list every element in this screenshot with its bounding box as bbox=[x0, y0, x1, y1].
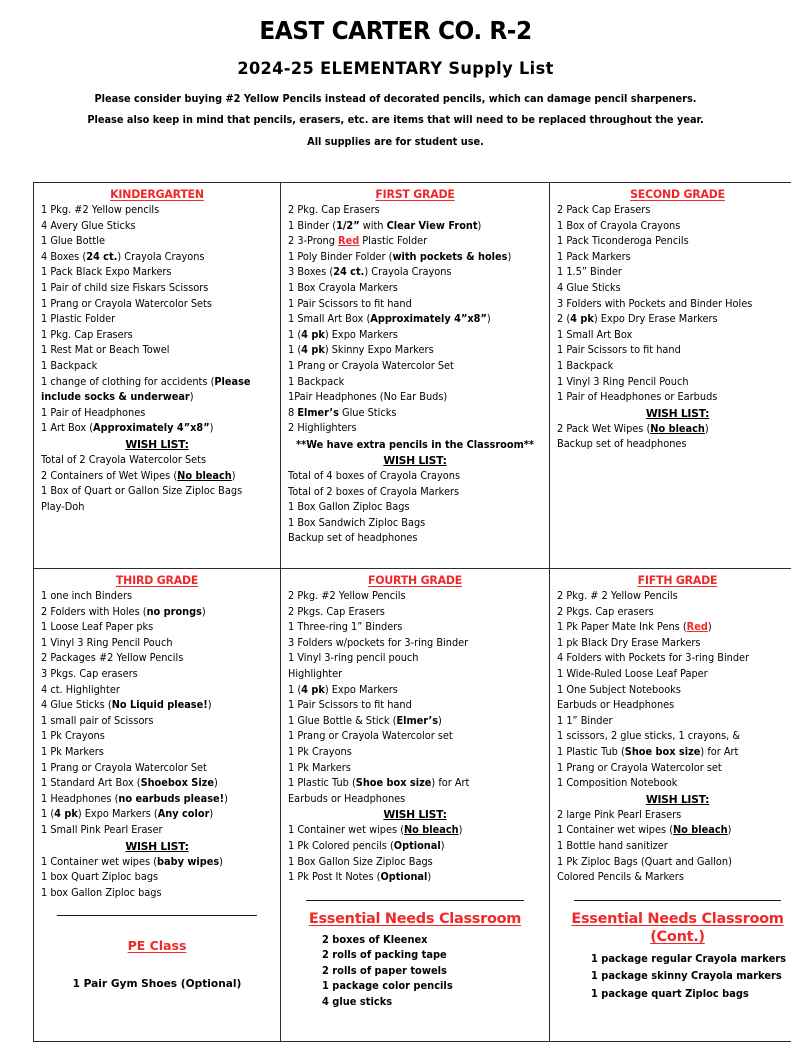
wish-item: 1 box Quart Ziploc bags bbox=[41, 870, 259, 886]
grade-title-fourth: FOURTH GRADE bbox=[294, 573, 535, 587]
grade-title-fifth: FIFTH GRADE bbox=[563, 573, 791, 587]
supply-item: 1 Prang or Crayola Watercolor set bbox=[557, 761, 784, 777]
supply-item: 1 Pair of child size Fiskars Scissors bbox=[41, 281, 259, 297]
supply-item: 1 Pair Scissors to fit hand bbox=[288, 698, 527, 714]
supply-item: 1 Art Box (Approximately 4”x8”) bbox=[41, 421, 259, 437]
section-divider-fourth bbox=[306, 900, 524, 901]
wish-list-header-third: WISH LIST: bbox=[41, 839, 273, 855]
supply-item: 3 Pkgs. Cap erasers bbox=[41, 667, 259, 683]
wish-list-header-fifth: WISH LIST: bbox=[557, 792, 791, 808]
wish-item: 1 Container wet wipes (baby wipes) bbox=[41, 855, 259, 871]
supply-item: 2 Pack Cap Erasers bbox=[557, 203, 784, 219]
wish-item: Play-Doh bbox=[41, 500, 259, 516]
cell-second-grade bbox=[550, 183, 791, 569]
wish-item: 1 Pk Post It Notes (Optional) bbox=[288, 870, 527, 886]
essential-needs-title-line1: Essential Needs Classroom bbox=[571, 911, 783, 927]
supply-item: 1 Plastic Tub (Shoe box size) for Art bbox=[557, 745, 784, 761]
wish-item: 1 Pk Ziploc Bags (Quart and Gallon) bbox=[557, 855, 784, 871]
supply-item: 1 Pk Paper Mate Ink Pens (Red) bbox=[557, 620, 784, 636]
header-note-1: Please consider buying #2 Yellow Pencils instead of decorated pencils, which can damage pencil sharpeners. bbox=[28, 94, 764, 105]
supply-item: 4 ct. Highlighter bbox=[41, 683, 259, 699]
wish-item: Total of 4 boxes of Crayola Crayons bbox=[288, 469, 527, 485]
supply-item: 4 Folders with Pockets for 3-ring Binder bbox=[557, 651, 784, 667]
supply-item: 1 Box Crayola Markers bbox=[288, 281, 527, 297]
document-header bbox=[0, 17, 791, 147]
supply-item: Earbuds or Headphones bbox=[557, 698, 784, 714]
supply-item: 1 Headphones (no earbuds please!) bbox=[41, 792, 259, 808]
supply-item: 1 (4 pk) Expo Markers bbox=[288, 328, 527, 344]
supply-list-kindergarten bbox=[41, 203, 273, 437]
essential-item: 1 package color pencils bbox=[322, 979, 531, 995]
grade-title-kindergarten: KINDERGARTEN bbox=[47, 187, 267, 201]
supply-item: 1 1” Binder bbox=[557, 714, 784, 730]
supply-item: 1 1.5” Binder bbox=[557, 265, 784, 281]
supply-item: 1 Pair Scissors to fit hand bbox=[557, 343, 784, 359]
supply-item: 1 Pk Markers bbox=[288, 761, 527, 777]
supply-item: 1 Small Art Box bbox=[557, 328, 784, 344]
supply-item: 1 Pair of Headphones or Earbuds bbox=[557, 390, 784, 406]
essential-needs-list-fourth bbox=[288, 933, 542, 1011]
supply-item: 8 Elmer’s Glue Sticks bbox=[288, 406, 527, 422]
wish-list-header-fourth: WISH LIST: bbox=[288, 807, 542, 823]
supply-item: 2 Highlighters bbox=[288, 421, 527, 437]
wish-item: Total of 2 Crayola Watercolor Sets bbox=[41, 453, 259, 469]
school-name: EAST CARTER CO. R-2 bbox=[28, 17, 764, 45]
supply-item: 1 one inch Binders bbox=[41, 589, 259, 605]
wish-list-third bbox=[41, 855, 273, 902]
wish-list-kindergarten bbox=[41, 453, 273, 515]
grade-grid bbox=[33, 182, 791, 1042]
cell-third-grade bbox=[34, 569, 281, 1042]
wish-list-fifth bbox=[557, 808, 791, 886]
grade-title-third: THIRD GRADE bbox=[47, 573, 267, 587]
supply-item: 1 Binder (1/2” with Clear View Front) bbox=[288, 219, 527, 235]
wish-item: Total of 2 boxes of Crayola Markers bbox=[288, 485, 527, 501]
supply-item: 2 Pkg. # 2 Yellow Pencils bbox=[557, 589, 784, 605]
supply-item: 1 Backpack bbox=[288, 375, 527, 391]
wish-item: 1 Box of Quart or Gallon Size Ziploc Bags bbox=[41, 484, 259, 500]
supply-item: 1 Plastic Tub (Shoe box size) for Art bbox=[288, 776, 527, 792]
supply-item: 1 (4 pk) Expo Markers bbox=[288, 683, 527, 699]
wish-item: Backup set of headphones bbox=[557, 437, 784, 453]
supply-item: 1 Small Pink Pearl Eraser bbox=[41, 823, 259, 839]
supply-item: 1 Composition Notebook bbox=[557, 776, 784, 792]
supply-item: Earbuds or Headphones bbox=[288, 792, 527, 808]
essential-item: 2 rolls of packing tape bbox=[322, 948, 531, 964]
supply-item: 4 Glue Sticks bbox=[557, 281, 784, 297]
essential-needs-header-fifth bbox=[557, 910, 791, 946]
essential-item: 4 glue sticks bbox=[322, 995, 531, 1011]
supply-item: 1 small pair of Scissors bbox=[41, 714, 259, 730]
grade-title-second: SECOND GRADE bbox=[563, 187, 791, 201]
supply-item: 1 Standard Art Box (Shoebox Size) bbox=[41, 776, 259, 792]
supply-item: 1 Poly Binder Folder (with pockets & holes) bbox=[288, 250, 527, 266]
pe-class-item: 1 Pair Gym Shoes (Optional) bbox=[41, 978, 273, 990]
header-note-3: All supplies are for student use. bbox=[28, 137, 764, 148]
supply-item: 2 3-Prong Red Plastic Folder bbox=[288, 234, 527, 250]
supply-item: 1 Prang or Crayola Watercolor set bbox=[288, 729, 527, 745]
supply-item: 4 Glue Sticks (No Liquid please!) bbox=[41, 698, 259, 714]
supply-item: 1 Backpack bbox=[557, 359, 784, 375]
wish-item: 1 Box Gallon Size Ziploc Bags bbox=[288, 855, 527, 871]
supply-item: 1 Loose Leaf Paper pks bbox=[41, 620, 259, 636]
wish-item: 1 Container wet wipes (No bleach) bbox=[288, 823, 527, 839]
cell-fifth-grade bbox=[550, 569, 791, 1042]
supply-item: 1 Glue Bottle bbox=[41, 234, 259, 250]
supply-item: 1 Rest Mat or Beach Towel bbox=[41, 343, 259, 359]
supply-list-second bbox=[557, 203, 791, 406]
wish-list-header-kindergarten: WISH LIST: bbox=[41, 437, 273, 453]
supply-item: 1 Glue Bottle & Stick (Elmer’s) bbox=[288, 714, 527, 730]
supply-item: 1 scissors, 2 glue sticks, 1 crayons, & bbox=[557, 729, 784, 745]
essential-needs-title-line2: (Cont.) bbox=[650, 929, 705, 945]
first-grade-note: **We have extra pencils in the Classroom** bbox=[296, 437, 535, 453]
supply-item: 1 Box of Crayola Crayons bbox=[557, 219, 784, 235]
wish-item: 2 Containers of Wet Wipes (No bleach) bbox=[41, 469, 259, 485]
supply-item: 2 Folders with Holes (no prongs) bbox=[41, 605, 259, 621]
grade-title-first: FIRST GRADE bbox=[294, 187, 535, 201]
supply-item: 1 Pair Scissors to fit hand bbox=[288, 297, 527, 313]
wish-item: 1 Container wet wipes (No bleach) bbox=[557, 823, 784, 839]
supply-item: 1 Vinyl 3 Ring Pencil Pouch bbox=[41, 636, 259, 652]
supply-item: 1 Pack Black Expo Markers bbox=[41, 265, 259, 281]
wish-item: Colored Pencils & Markers bbox=[557, 870, 784, 886]
cell-fourth-grade bbox=[281, 569, 550, 1042]
supply-list-first bbox=[288, 203, 542, 437]
wish-list-first bbox=[288, 469, 542, 547]
supply-list-fifth bbox=[557, 589, 791, 792]
supply-list-fourth bbox=[288, 589, 542, 807]
wish-item: 1 Box Sandwich Ziploc Bags bbox=[288, 516, 527, 532]
supply-item: 1 Vinyl 3-ring pencil pouch bbox=[288, 651, 527, 667]
grid-row-bottom bbox=[34, 569, 791, 1042]
supply-item: 1 Prang or Crayola Watercolor Sets bbox=[41, 297, 259, 313]
wish-item: 1 Box Gallon Ziploc Bags bbox=[288, 500, 527, 516]
supply-item: 2 Pkgs. Cap Erasers bbox=[288, 605, 527, 621]
supply-item: 2 Packages #2 Yellow Pencils bbox=[41, 651, 259, 667]
supply-item: 1 Wide-Ruled Loose Leaf Paper bbox=[557, 667, 784, 683]
supply-item: 1 pk Black Dry Erase Markers bbox=[557, 636, 784, 652]
section-divider-fifth bbox=[574, 900, 781, 901]
supply-item: 1 (4 pk) Skinny Expo Markers bbox=[288, 343, 527, 359]
supply-item: 4 Boxes (24 ct.) Crayola Crayons bbox=[41, 250, 259, 266]
essential-item: 2 rolls of paper towels bbox=[322, 964, 531, 980]
essential-item: 1 package skinny Crayola markers bbox=[591, 968, 788, 986]
supply-item: 1 Pack Ticonderoga Pencils bbox=[557, 234, 784, 250]
supply-item: 1 (4 pk) Expo Markers (Any color) bbox=[41, 807, 259, 823]
supply-item: 1 Pk Crayons bbox=[288, 745, 527, 761]
supply-item: Highlighter bbox=[288, 667, 527, 683]
wish-item: 1 Pk Colored pencils (Optional) bbox=[288, 839, 527, 855]
wish-item: Backup set of headphones bbox=[288, 531, 527, 547]
supply-list-third bbox=[41, 589, 273, 839]
supply-item: 3 Folders w/pockets for 3-ring Binder bbox=[288, 636, 527, 652]
essential-needs-header-fourth: Essential Needs Classroom bbox=[288, 910, 542, 928]
supply-item: 2 Pkgs. Cap erasers bbox=[557, 605, 784, 621]
section-divider-third bbox=[57, 915, 257, 916]
supply-item: 2 Pkg. Cap Erasers bbox=[288, 203, 527, 219]
wish-item: 1 box Gallon Ziploc bags bbox=[41, 886, 259, 902]
header-note-2: Please also keep in mind that pencils, erasers, etc. are items that will need to be replaced throughout the year. bbox=[28, 115, 764, 126]
supply-item: 1 Three-ring 1” Binders bbox=[288, 620, 527, 636]
supply-item: 2 (4 pk) Expo Dry Erase Markers bbox=[557, 312, 784, 328]
supply-item: 1 Pair of Headphones bbox=[41, 406, 259, 422]
wish-item: 1 Bottle hand sanitizer bbox=[557, 839, 784, 855]
supply-item: 1Pair Headphones (No Ear Buds) bbox=[288, 390, 527, 406]
wish-item: 2 Pack Wet Wipes (No bleach) bbox=[557, 422, 784, 438]
essential-item: 1 package regular Crayola markers bbox=[591, 951, 788, 969]
essential-item: 2 boxes of Kleenex bbox=[322, 933, 531, 949]
supply-item: 1 Backpack bbox=[41, 359, 259, 375]
supply-item: 1 Prang or Crayola Watercolor Set bbox=[41, 761, 259, 777]
supply-item: 1 Pack Markers bbox=[557, 250, 784, 266]
supply-list-page bbox=[0, 17, 791, 1041]
wish-list-header-second: WISH LIST: bbox=[557, 406, 791, 422]
document-subtitle: 2024-25 ELEMENTARY Supply List bbox=[20, 59, 771, 79]
pe-class-header: PE Class bbox=[41, 938, 273, 954]
grid-row-top bbox=[34, 183, 791, 569]
wish-item: 2 large Pink Pearl Erasers bbox=[557, 808, 784, 824]
supply-item: 1 Pkg. #2 Yellow pencils bbox=[41, 203, 259, 219]
supply-item: 1 change of clothing for accidents (Please include socks & underwear) bbox=[41, 375, 259, 406]
wish-list-header-first: WISH LIST: bbox=[288, 453, 542, 469]
supply-item: 4 Avery Glue Sticks bbox=[41, 219, 259, 235]
cell-first-grade bbox=[281, 183, 550, 569]
supply-item: 3 Folders with Pockets and Binder Holes bbox=[557, 297, 784, 313]
wish-list-second bbox=[557, 422, 791, 453]
cell-kindergarten bbox=[34, 183, 281, 569]
supply-item: 1 Prang or Crayola Watercolor Set bbox=[288, 359, 527, 375]
wish-list-fourth bbox=[288, 823, 542, 885]
supply-item: 1 Pk Crayons bbox=[41, 729, 259, 745]
essential-item: 1 package quart Ziploc bags bbox=[591, 986, 788, 1004]
supply-item: 3 Boxes (24 ct.) Crayola Crayons bbox=[288, 265, 527, 281]
supply-item: 1 One Subject Notebooks bbox=[557, 683, 784, 699]
essential-needs-list-fifth bbox=[557, 951, 791, 1004]
supply-item: 1 Pk Markers bbox=[41, 745, 259, 761]
supply-item: 1 Pkg. Cap Erasers bbox=[41, 328, 259, 344]
supply-item: 1 Small Art Box (Approximately 4”x8”) bbox=[288, 312, 527, 328]
supply-item: 1 Vinyl 3 Ring Pencil Pouch bbox=[557, 375, 784, 391]
supply-item: 2 Pkg. #2 Yellow Pencils bbox=[288, 589, 527, 605]
supply-item: 1 Plastic Folder bbox=[41, 312, 259, 328]
